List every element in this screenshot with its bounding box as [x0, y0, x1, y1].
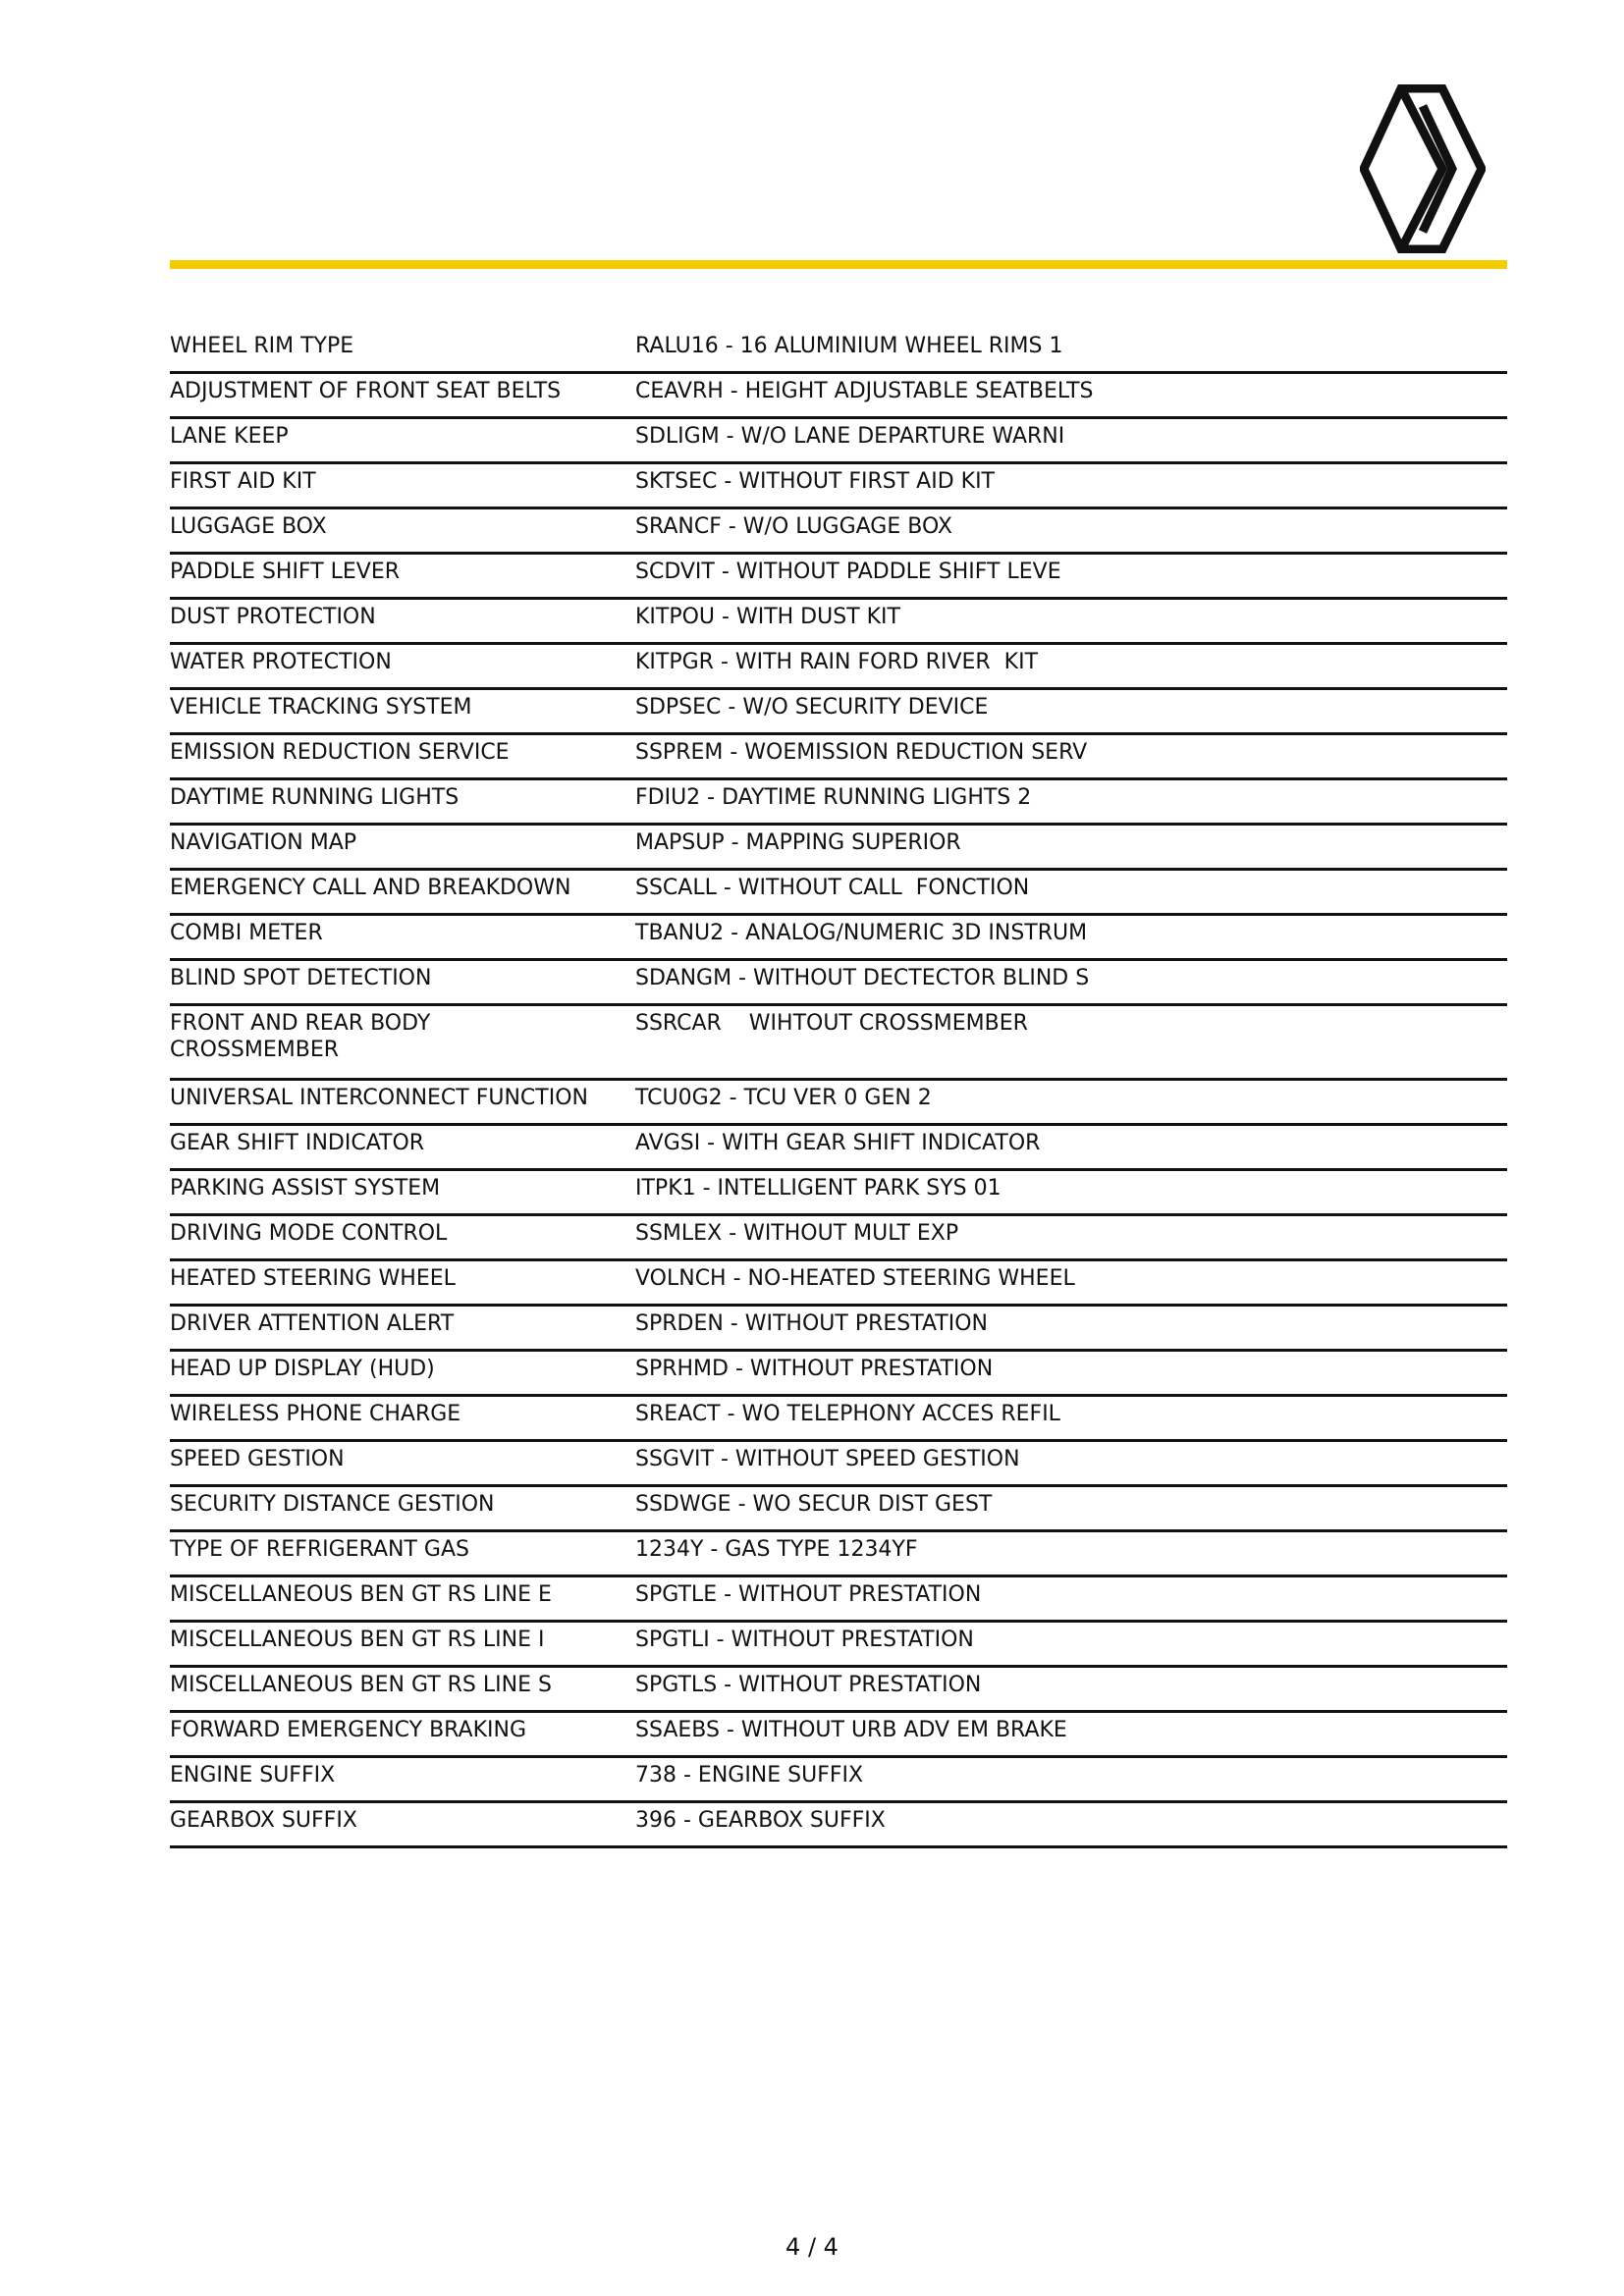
table-row	[170, 1668, 1507, 1713]
row-label: ENGINE SUFFIX	[170, 1763, 336, 1788]
row-label: LUGGAGE BOX	[170, 514, 327, 539]
table-row	[170, 645, 1507, 690]
row-value: SDPSEC - W/O SECURITY DEVICE	[635, 695, 989, 720]
row-value: FDIU2 - DAYTIME RUNNING LIGHTS 2	[635, 785, 1032, 810]
page-number: 4 / 4	[785, 2233, 839, 2261]
table-row	[170, 600, 1507, 645]
row-label: EMISSION REDUCTION SERVICE	[170, 740, 510, 765]
row-value: SPGTLI - WITHOUT PRESTATION	[635, 1628, 974, 1652]
row-label: LANE KEEP	[170, 424, 289, 449]
row-label: TYPE OF REFRIGERANT GAS	[170, 1537, 469, 1562]
row-label: MISCELLANEOUS BEN GT RS LINE I	[170, 1628, 545, 1652]
table-row	[170, 690, 1507, 735]
row-label: WIRELESS PHONE CHARGE	[170, 1402, 461, 1426]
row-value: 738 - ENGINE SUFFIX	[635, 1763, 864, 1788]
row-value: SSMLEX - WITHOUT MULT EXP	[635, 1221, 959, 1246]
row-label: BLIND SPOT DETECTION	[170, 966, 432, 990]
row-value: SSGVIT - WITHOUT SPEED GESTION	[635, 1447, 1020, 1471]
table-row	[170, 464, 1507, 509]
row-label: GEARBOX SUFFIX	[170, 1808, 357, 1833]
table-row	[170, 1623, 1507, 1668]
row-label: SECURITY DISTANCE GESTION	[170, 1492, 495, 1517]
table-row	[170, 509, 1507, 555]
table-row	[170, 1126, 1507, 1171]
row-label: ADJUSTMENT OF FRONT SEAT BELTS	[170, 379, 562, 403]
row-label: VEHICLE TRACKING SYSTEM	[170, 695, 472, 720]
table-row	[170, 1713, 1507, 1758]
row-value: TBANU2 - ANALOG/NUMERIC 3D INSTRUM	[635, 921, 1088, 945]
table-row	[170, 826, 1507, 871]
row-label: NAVIGATION MAP	[170, 830, 357, 855]
row-label: FRONT AND REAR BODY CROSSMEMBER	[170, 1011, 431, 1062]
row-label: WATER PROTECTION	[170, 650, 392, 674]
row-value: KITPGR - WITH RAIN FORD RIVER KIT	[635, 650, 1039, 674]
row-label: DUST PROTECTION	[170, 605, 376, 629]
table-row	[170, 374, 1507, 419]
row-label: DAYTIME RUNNING LIGHTS	[170, 785, 460, 810]
table-row	[170, 871, 1507, 916]
table-row	[170, 1081, 1507, 1126]
table-row	[170, 961, 1507, 1006]
row-value: VOLNCH - NO-HEATED STEERING WHEEL	[635, 1266, 1075, 1291]
table-row	[170, 1171, 1507, 1216]
table-row	[170, 1397, 1507, 1442]
row-value: 1234Y - GAS TYPE 1234YF	[635, 1537, 918, 1562]
row-value: SSPREM - WOEMISSION REDUCTION SERV	[635, 740, 1088, 765]
row-value: SSCALL - WITHOUT CALL FONCTION	[635, 876, 1030, 900]
row-label: MISCELLANEOUS BEN GT RS LINE S	[170, 1673, 552, 1697]
table-row	[170, 1577, 1507, 1623]
row-label: FIRST AID KIT	[170, 469, 316, 494]
row-value: SRANCF - W/O LUGGAGE BOX	[635, 514, 952, 539]
row-value: SKTSEC - WITHOUT FIRST AID KIT	[635, 469, 995, 494]
row-value: AVGSI - WITH GEAR SHIFT INDICATOR	[635, 1131, 1041, 1155]
row-value: SSDWGE - WO SECUR DIST GEST	[635, 1492, 993, 1517]
table-row	[170, 780, 1507, 826]
table-row	[170, 1758, 1507, 1803]
row-value: ITPK1 - INTELLIGENT PARK SYS 01	[635, 1176, 1001, 1201]
table-row	[170, 1006, 1507, 1081]
table-row	[170, 1216, 1507, 1261]
row-label: PADDLE SHIFT LEVER	[170, 560, 401, 584]
row-value: SPGTLS - WITHOUT PRESTATION	[635, 1673, 982, 1697]
row-value: SDLIGM - W/O LANE DEPARTURE WARNI	[635, 424, 1065, 449]
row-label: PARKING ASSIST SYSTEM	[170, 1176, 441, 1201]
row-value: SSAEBS - WITHOUT URB ADV EM BRAKE	[635, 1718, 1067, 1742]
table-row	[170, 1352, 1507, 1397]
row-value: CEAVRH - HEIGHT ADJUSTABLE SEATBELTS	[635, 379, 1094, 403]
table-row	[170, 1442, 1507, 1487]
row-label: EMERGENCY CALL AND BREAKDOWN	[170, 876, 571, 900]
row-label: COMBI METER	[170, 921, 323, 945]
row-label: HEAD UP DISPLAY (HUD)	[170, 1357, 435, 1381]
row-label: HEATED STEERING WHEEL	[170, 1266, 456, 1291]
table-row	[170, 1487, 1507, 1532]
row-label: GEAR SHIFT INDICATOR	[170, 1131, 425, 1155]
table-row	[170, 555, 1507, 600]
table-row	[170, 1803, 1507, 1848]
row-value: SREACT - WO TELEPHONY ACCES REFIL	[635, 1402, 1060, 1426]
row-label: DRIVING MODE CONTROL	[170, 1221, 448, 1246]
row-value: TCU0G2 - TCU VER 0 GEN 2	[635, 1086, 932, 1110]
row-label: WHEEL RIM TYPE	[170, 334, 354, 358]
table-row	[170, 419, 1507, 464]
row-value: SDANGM - WITHOUT DECTECTOR BLIND S	[635, 966, 1090, 990]
row-label: MISCELLANEOUS BEN GT RS LINE E	[170, 1582, 552, 1607]
row-label: SPEED GESTION	[170, 1447, 345, 1471]
renault-diamond-logo-icon	[1360, 84, 1486, 253]
row-value: SPRHMD - WITHOUT PRESTATION	[635, 1357, 994, 1381]
row-value: MAPSUP - MAPPING SUPERIOR	[635, 830, 961, 855]
specification-table	[170, 329, 1507, 1848]
row-value: RALU16 - 16 ALUMINIUM WHEEL RIMS 1	[635, 334, 1063, 358]
row-label: UNIVERSAL INTERCONNECT FUNCTION	[170, 1086, 588, 1110]
table-row	[170, 329, 1507, 374]
row-label: DRIVER ATTENTION ALERT	[170, 1311, 455, 1336]
row-value: SCDVIT - WITHOUT PADDLE SHIFT LEVE	[635, 560, 1061, 584]
header-accent-rule	[170, 260, 1507, 269]
row-value: KITPOU - WITH DUST KIT	[635, 605, 900, 629]
table-row	[170, 1307, 1507, 1352]
table-row	[170, 1532, 1507, 1577]
table-row	[170, 1261, 1507, 1307]
table-row	[170, 735, 1507, 780]
row-value: SPRDEN - WITHOUT PRESTATION	[635, 1311, 989, 1336]
row-value: SSRCAR WIHTOUT CROSSMEMBER	[635, 1011, 1028, 1036]
row-label: FORWARD EMERGENCY BRAKING	[170, 1718, 527, 1742]
table-row	[170, 916, 1507, 961]
row-value: SPGTLE - WITHOUT PRESTATION	[635, 1582, 982, 1607]
row-value: 396 - GEARBOX SUFFIX	[635, 1808, 886, 1833]
